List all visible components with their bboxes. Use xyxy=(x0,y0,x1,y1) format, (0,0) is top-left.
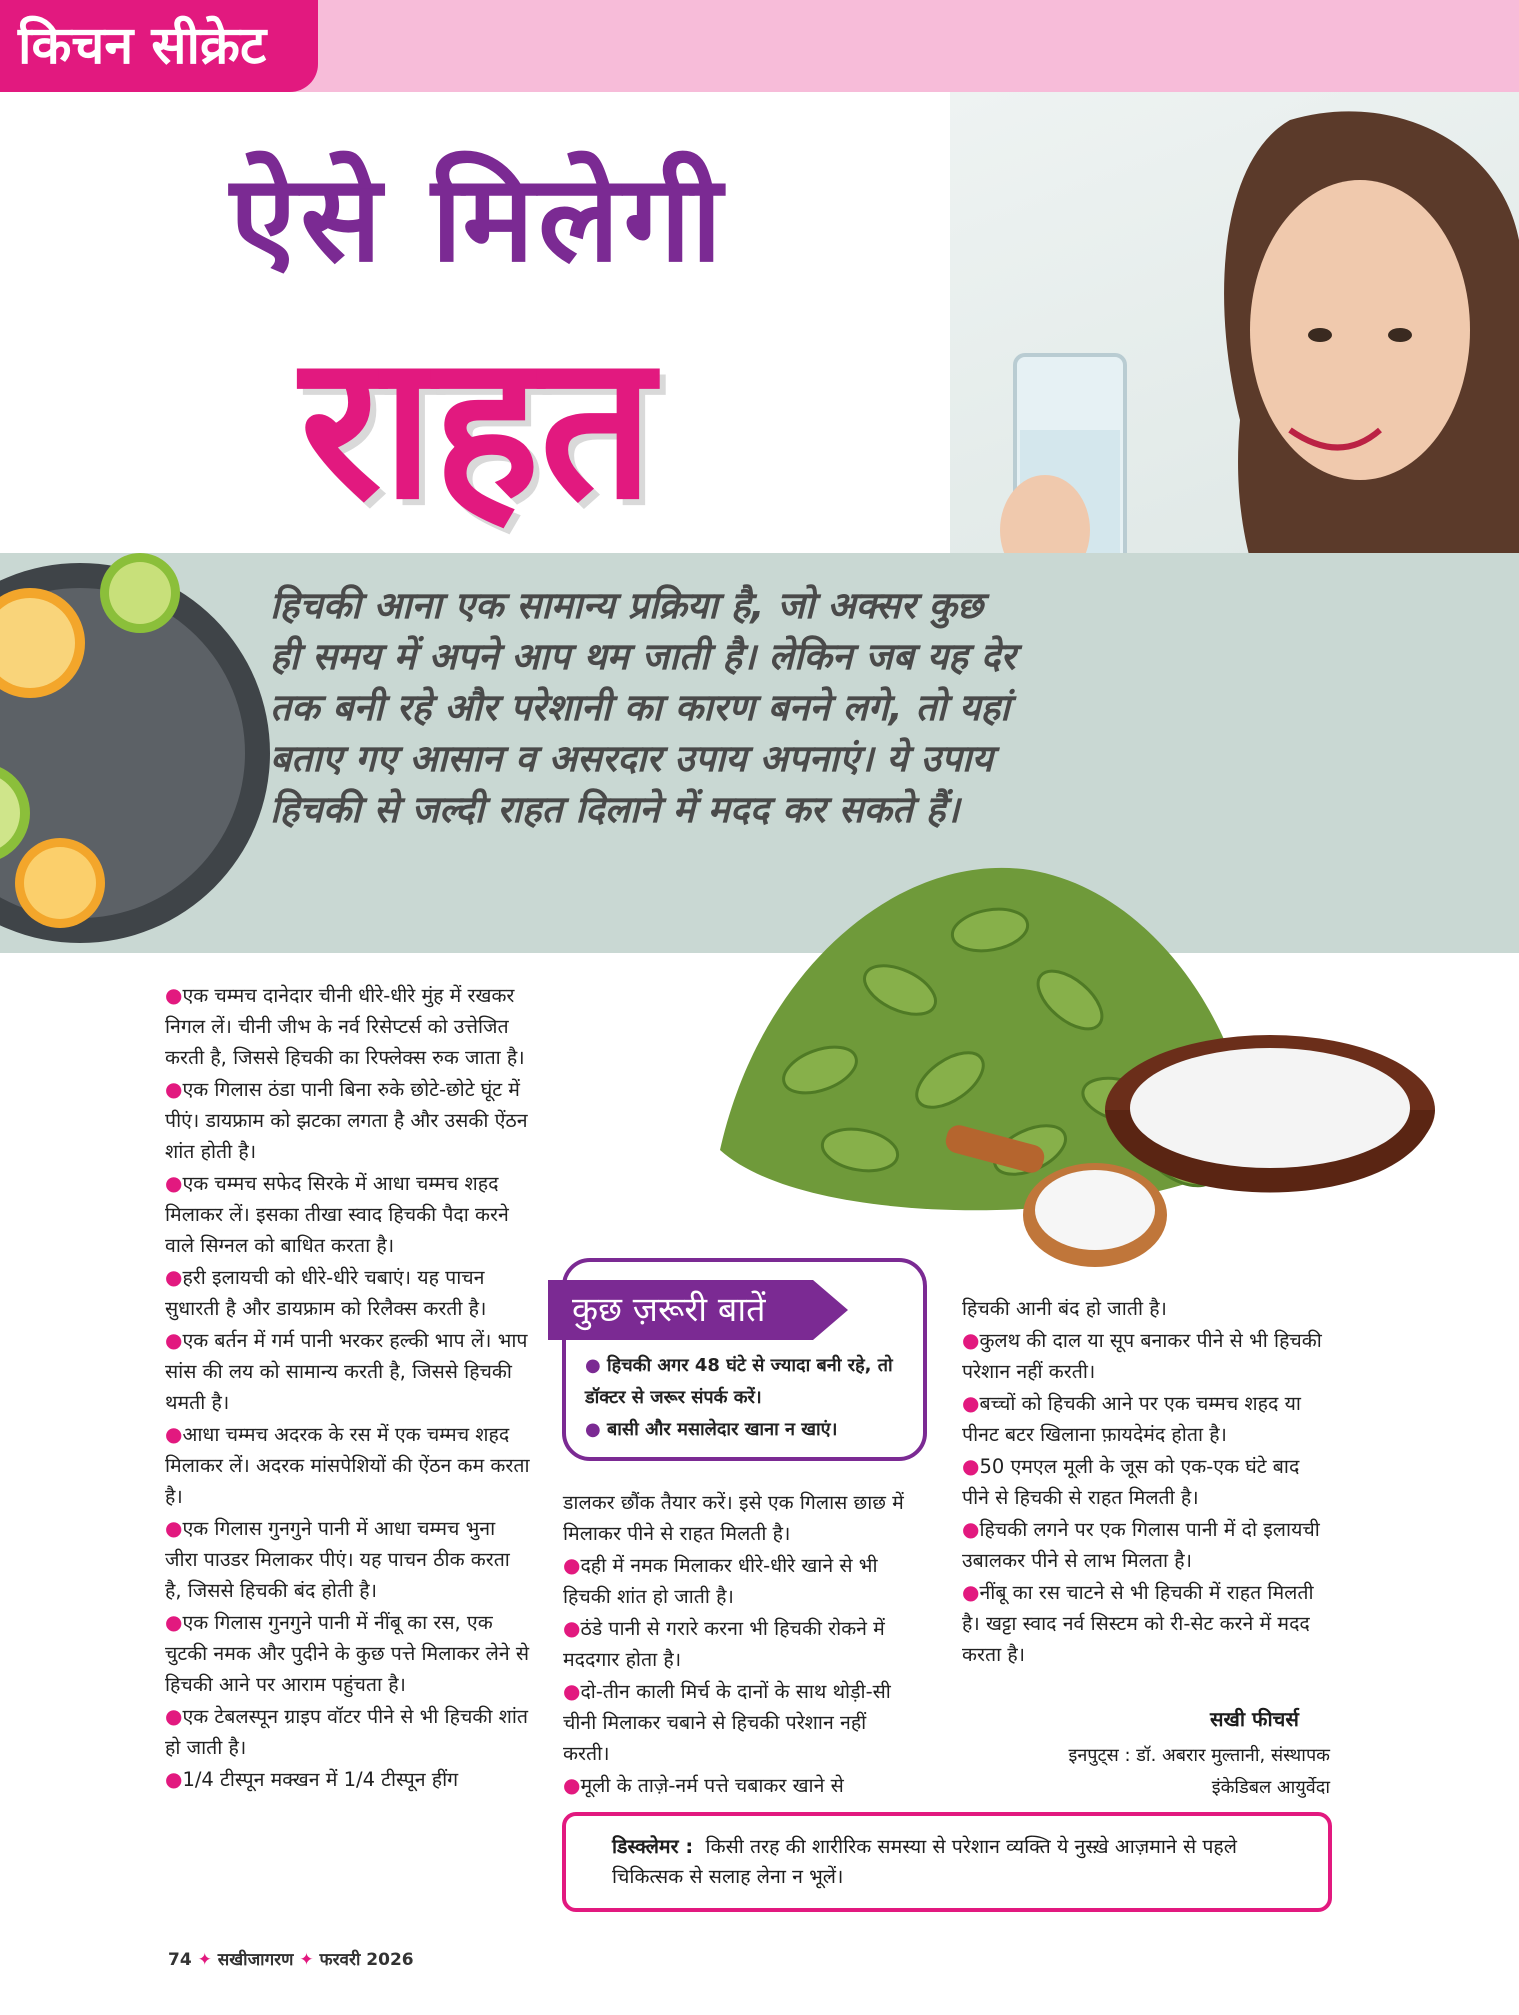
list-item: ●एक चम्मच दानेदार चीनी धीरे-धीरे मुंह में रखकर निगल लें। चीनी जीभ के नर्व रिसेप्टर्स को उत्तेजित करती है, जिससे हिचकी का रिफ्लेक्स रुक जाता है। xyxy=(165,983,525,1069)
box-list xyxy=(585,1350,915,1446)
list-item: ●1/4 टीस्पून मक्खन में 1/4 टीस्पून हींग xyxy=(165,1767,459,1791)
list-item: ●मूली के ताज़े-नर्म पत्ते चबाकर खाने से xyxy=(563,1773,844,1797)
salt-spoon-image xyxy=(945,1125,1170,1275)
list-item: ●50 एमएल मूली के जूस को एक-एक घंटे बाद पीने से हिचकी से राहत मिलती है। xyxy=(962,1454,1300,1509)
continued-text: हिचकी आनी बंद हो जाती है। xyxy=(962,1297,1167,1320)
tips-column-1 xyxy=(165,980,530,1796)
headline-line1: ऐसे मिलेगी xyxy=(230,150,727,289)
list-item: ●एक गिलास गुनगुने पानी में नींबू का रस, एक चुटकी नमक और पुदीने के कुछ पत्ते मिलाकर लेने से हिचकी आने पर आराम पहुंचता है। xyxy=(165,1610,530,1696)
list-item: ●एक टेबलस्पून ग्राइप वॉटर पीने से भी हिचकी शांत हो जाती है। xyxy=(165,1704,528,1759)
section-label: किचन सीक्रेट xyxy=(0,0,318,92)
box-heading: कुछ ज़रूरी बातें xyxy=(572,1290,766,1330)
list-item: ●दो-तीन काली मिर्च के दानों के साथ थोड़ी-सी चीनी मिलाकर चबाने से हिचकी परेशान नहीं करती। xyxy=(563,1679,891,1765)
list-item: ●एक चम्मच सफेद सिरके में आधा चम्मच शहद मिलाकर लें। इसका तीखा स्वाद हिचकी पैदा करने वाले सिग्नल को बाधित करता है। xyxy=(165,1171,509,1257)
list-item: ●बच्चों को हिचकी आने पर एक चम्मच शहद या पीनट बटर खिलाना फ़ायदेमंद होता है। xyxy=(962,1391,1301,1446)
magazine-name: सखीजागरण xyxy=(217,1950,294,1970)
list-item: ●दही में नमक मिलाकर धीरे-धीरे खाने से भी हिचकी शांत हो जाती है। xyxy=(563,1553,878,1608)
list-item: ● हिचकी अगर 48 घंटे से ज्यादा बनी रहे, तो डॉक्टर से जरूर संपर्क करें। xyxy=(585,1355,893,1408)
list-item: ●एक गिलास गुनगुने पानी में आधा चम्मच भुना जीरा पाउडर मिलाकर पीएं। यह पाचन ठीक करता है, जिससे हिचकी बंद होती है। xyxy=(165,1516,510,1602)
tips-column-2 xyxy=(563,1487,913,1802)
list-item: ●हरी इलायची को धीरे-धीरे चबाएं। यह पाचन सुधारती है और डायफ्राम को रिलैक्स करती है। xyxy=(165,1265,487,1320)
list-item: ●कुलथ की दाल या सूप बनाकर पीने से भी हिचकी परेशान नहीं करती। xyxy=(962,1328,1322,1383)
page-footer: 74 ✦ सखीजागरण ✦ फरवरी 2026 xyxy=(168,1950,414,1970)
list-item: ● बासी और मसालेदार खाना न खाएं। xyxy=(585,1419,838,1440)
list-item: ●एक गिलास ठंडा पानी बिना रुके छोटे-छोटे घूंट में पीएं। डायफ्राम को झटका लगता है और उसकी ऐंठन शांत होती है। xyxy=(165,1077,528,1163)
list-item: ●नींबू का रस चाटने से भी हिचकी में राहत मिलती है। खट्टा स्वाद नर्व सिस्टम को री-सेट करने में मदद करता है। xyxy=(962,1580,1314,1666)
list-item: ●हिचकी लगने पर एक गिलास पानी में दो इलायची उबालकर पीने से लाभ मिलता है। xyxy=(962,1517,1320,1572)
continued-text: डालकर छौंक तैयार करें। इसे एक गिलास छाछ में मिलाकर पीने से राहत मिलती है। xyxy=(563,1491,904,1545)
inputs-credit: इनपुट्स : डॉ. अबरार मुल्तानी, संस्थापक इंकेडिबल आयुर्वेदा xyxy=(1068,1745,1330,1798)
headline-line2: राहत xyxy=(300,311,654,544)
page-number: 74 xyxy=(168,1950,192,1970)
disclaimer-label: डिस्क्लेमर : xyxy=(612,1835,694,1858)
lemon-plate-image xyxy=(0,553,270,953)
disclaimer-text: डिस्क्लेमर : किसी तरह की शारीरिक समस्या से परेशान व्यक्ति ये नुस्ख़े आज़माने से पहले चिकित्सक से सलाह लेना न भूलें। xyxy=(612,1835,1237,1888)
list-item: ●एक बर्तन में गर्म पानी भरकर हल्की भाप लें। भाप सांस की लय को सामान्य करती है, जिससे हिचकी थमती है। xyxy=(165,1328,528,1414)
tips-column-3 xyxy=(962,1293,1332,1671)
author-credit: सखी फीचर्स xyxy=(1210,1707,1299,1731)
list-item: ●आधा चम्मच अदरक के रस में एक चम्मच शहद मिलाकर लें। अदरक मांसपेशियों की ऐंठन कम करता है। xyxy=(165,1422,530,1508)
list-item: ●ठंडे पानी से गरारे करना भी हिचकी रोकने में मददगार होता है। xyxy=(563,1616,885,1671)
issue-date: फरवरी 2026 xyxy=(319,1950,414,1970)
intro-paragraph: हिचकी आना एक सामान्य प्रक्रिया है, जो अक्सर कुछ ही समय में अपने आप थम जाती है। लेकिन जब यह देर तक बनी रहे और परेशानी का कारण बनने लगे, तो यहां बताए गए आसान व असरदार उपाय अपनाएं। ये उपाय हिचकी से जल्दी राहत दिलाने में मदद कर सकते हैं। xyxy=(270,584,1016,831)
